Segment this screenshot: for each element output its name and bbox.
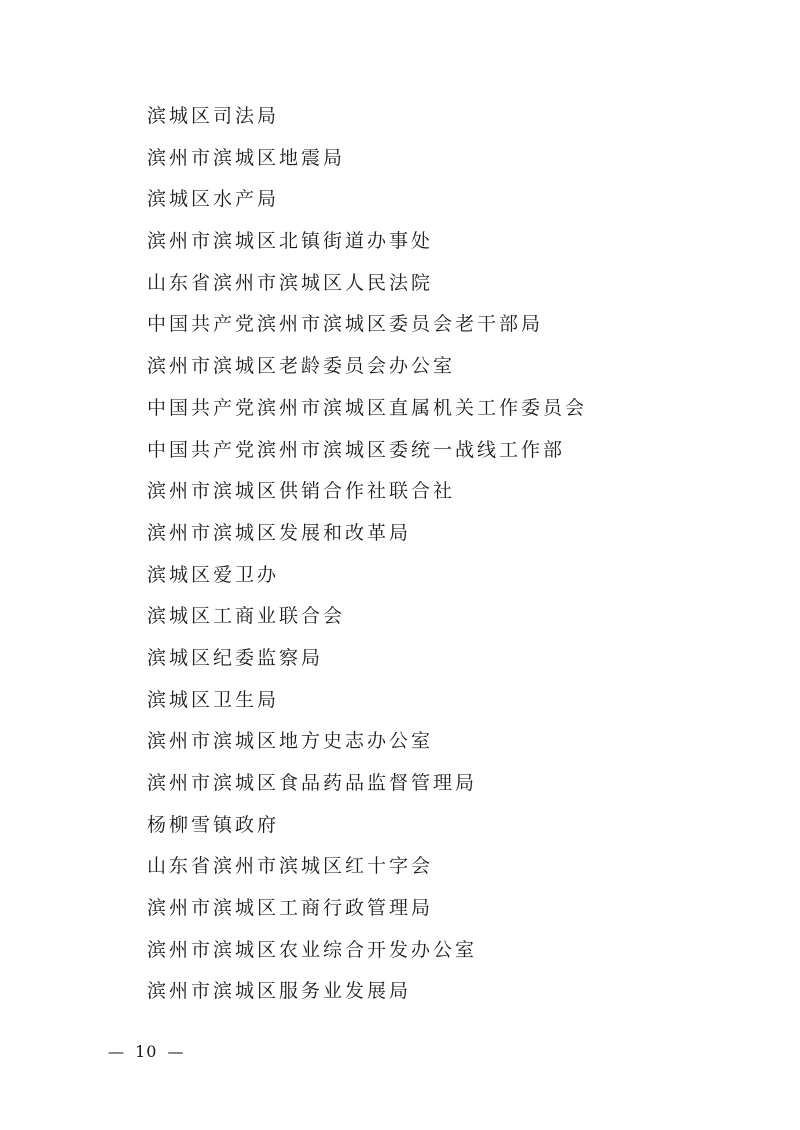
organization-item: 山东省滨州市滨城区人民法院 xyxy=(147,271,434,294)
organization-item: 滨州市滨城区农业综合开发办公室 xyxy=(147,938,478,961)
page-number xyxy=(104,1042,189,1061)
organization-item: 山东省滨州市滨城区红十字会 xyxy=(147,855,434,878)
organization-item: 滨城区纪委监察局 xyxy=(147,646,324,669)
page-number-value: 10 xyxy=(135,1042,158,1061)
organization-item: 滨州市滨城区地震局 xyxy=(147,146,346,169)
organization-item: 滨州市滨城区北镇街道办事处 xyxy=(147,230,434,253)
organization-item: 滨城区工商业联合会 xyxy=(147,605,346,628)
organization-item: 滨城区卫生局 xyxy=(147,688,280,711)
organization-item: 滨州市滨城区服务业发展局 xyxy=(147,980,412,1003)
organization-item: 杨柳雪镇政府 xyxy=(147,813,280,836)
organization-item: 中国共产党滨州市滨城区委统一战线工作部 xyxy=(147,438,566,461)
organization-item: 滨州市滨城区老龄委员会办公室 xyxy=(147,355,456,378)
organization-item: 滨城区司法局 xyxy=(147,105,280,127)
organization-item: 滨州市滨城区发展和改革局 xyxy=(147,521,412,544)
page-number-dash-right: — xyxy=(167,1042,185,1061)
organization-item: 滨城区爱卫办 xyxy=(147,563,280,586)
organization-item: 滨州市滨城区地方史志办公室 xyxy=(147,730,434,753)
organization-item: 中国共产党滨州市滨城区直属机关工作委员会 xyxy=(147,396,588,419)
organization-item: 滨城区水产局 xyxy=(147,188,280,211)
organization-list xyxy=(147,100,587,1017)
organization-item: 滨州市滨城区供销合作社联合社 xyxy=(147,480,456,503)
organization-item: 中国共产党滨州市滨城区委员会老干部局 xyxy=(147,313,544,336)
page-number-dash-left: — xyxy=(108,1042,125,1061)
organization-item: 滨州市滨城区工商行政管理局 xyxy=(147,897,434,920)
organization-item: 滨州市滨城区食品药品监督管理局 xyxy=(147,772,478,794)
